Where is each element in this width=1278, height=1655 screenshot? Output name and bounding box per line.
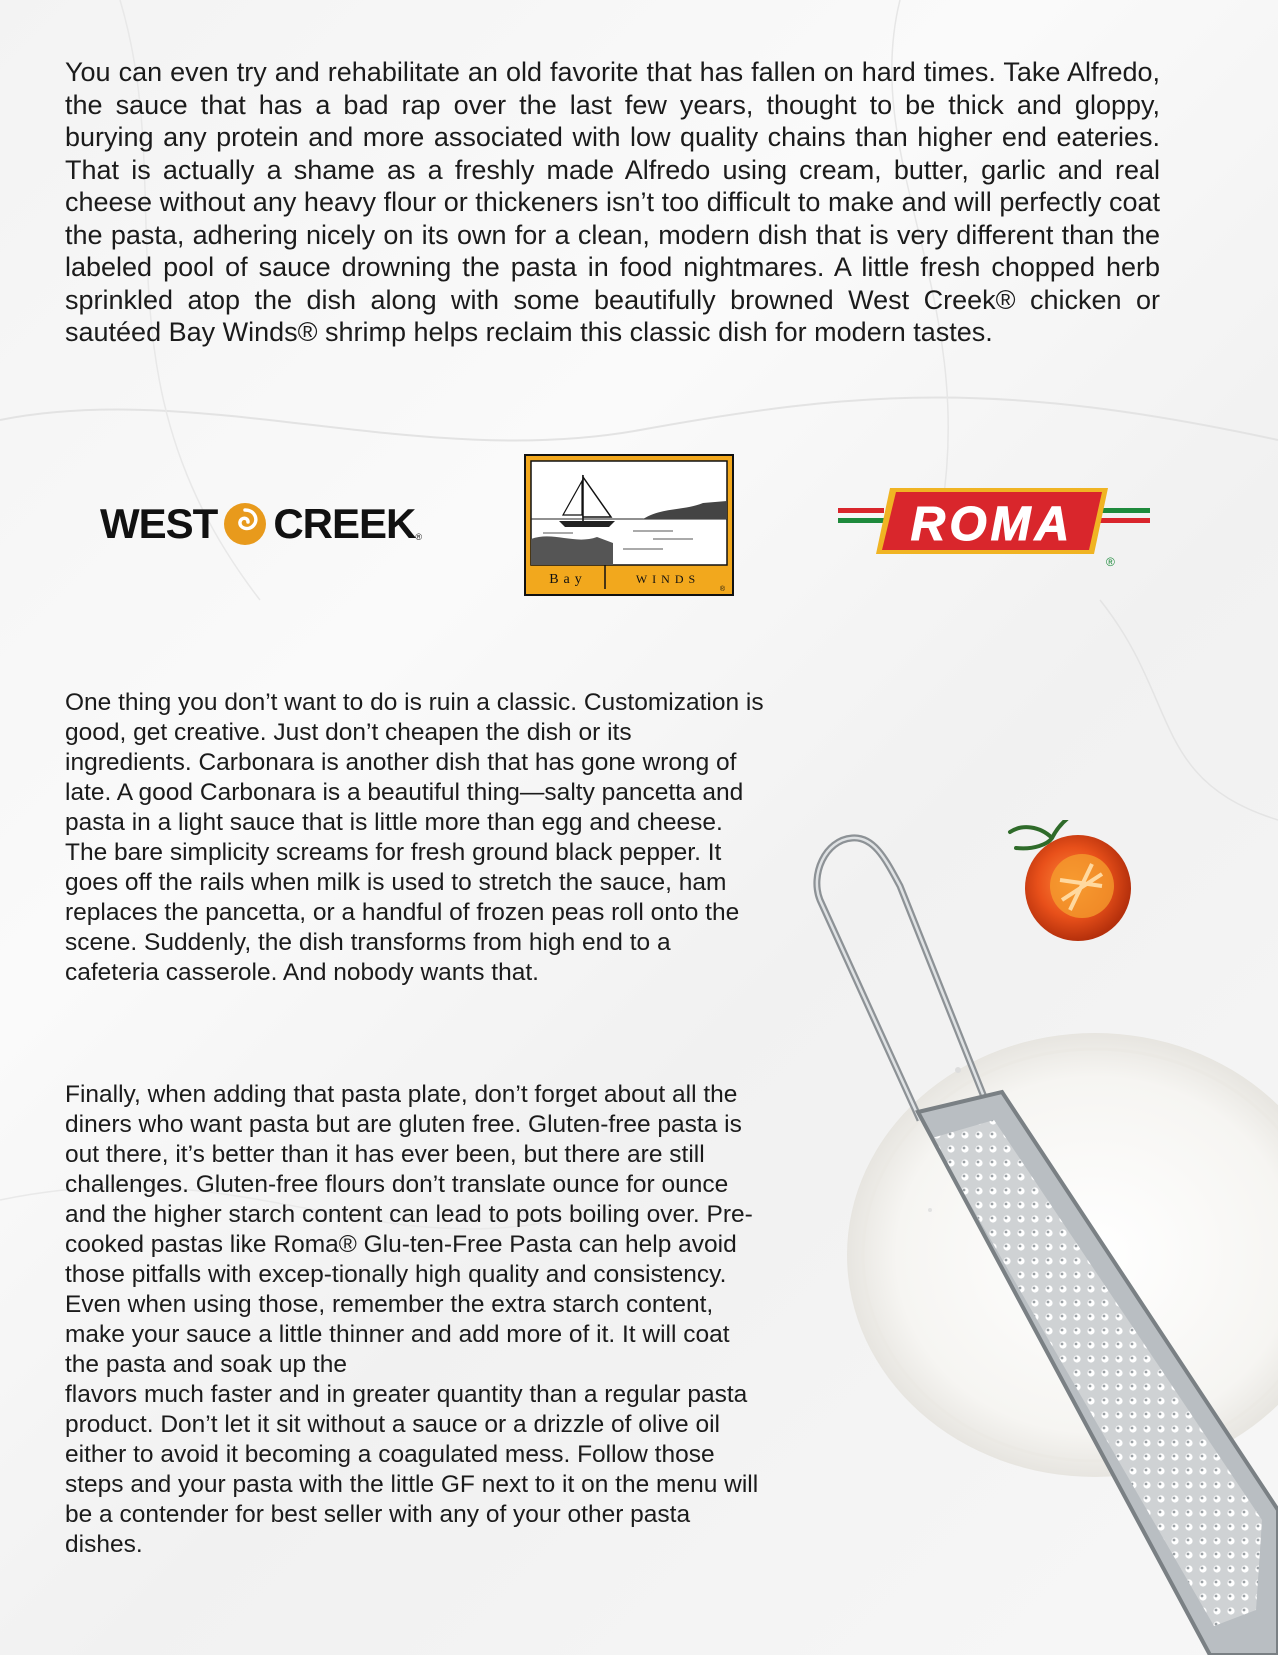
roma-registered-mark: ®: [1106, 555, 1115, 568]
roma-logo: [838, 486, 1150, 568]
bay-winds-registered-mark: ®: [719, 586, 725, 593]
west-creek-word-left: WEST: [100, 500, 218, 547]
article-paragraph-1: You can even try and rehabilitate an old favorite that has fallen on hard times. Take Alfredo, the sauce that has a bad rap over the last few years, thought to be thick and gloppy, burying any protein and more associated with low quality chains than higher end eateries. That is actually a shame as a freshly made Alfredo using cream, butter, garlic and real cheese without any heavy flour or thickeners isn’t too difficult to make and will perfectly coat the pasta, adhering nicely on its own for a clean, modern dish that is very different than the labeled pool of sauce drowning the pasta in food nightmares. A little fresh chopped herb sprinkled atop the dish along with some beautifully browned West Creek® chicken or sautéed Bay Winds® shrimp helps reclaim this classic dish for modern tastes.: [65, 57, 1160, 347]
west-creek-word-right: CREEK: [273, 500, 416, 547]
bay-winds-word-left: Bay: [549, 572, 587, 587]
tomato-icon: [1010, 820, 1131, 941]
article-paragraph-3: [65, 1080, 765, 1560]
article-paragraph-3-part-1: Finally, when adding that pasta plate, don’t forget about all the diners who want pasta but are gluten free. Gluten-free pasta is out there, it’s better than it has ever been, but there are still challenges. Gluten-free flours don’t translate ounce for ounce and the higher starch content can lead to pots boiling over. Pre-cooked pastas like Roma® Glu-ten-Free Pasta can help avoid those pitfalls with excep-tionally high quality and consistency. Even when using those, remember the extra starch content, make your sauce a little thinner and add more of it. It will coat the pasta and soak up the: [65, 1081, 753, 1378]
brand-logos-row: [0, 450, 1278, 600]
west-creek-logo: [100, 500, 422, 548]
article-paragraph-3-part-2: flavors much faster and in greater quantity than a regular pasta product. Don’t let it sit without a sauce or a drizzle of olive oil either to avoid it becoming a coagulated mess. Follow those steps and your pasta with the little GF next to it on the menu will be a contender for best seller with any of your other pasta dishes.: [65, 1381, 759, 1558]
west-creek-registered-mark: ®: [415, 532, 422, 542]
bay-winds-logo: [523, 453, 735, 597]
swirl-icon: [223, 502, 267, 546]
roma-wordmark: ROMA: [910, 498, 1074, 551]
article-paragraph-2: One thing you don’t want to do is ruin a classic. Customization is good, get creative. Just don’t cheapen the dish or its ingredients. Carbonara is another dish that has gone wrong of late. A good Carbonara is a beautiful thing—salty pancetta and pasta in a light sauce that is little more than egg and cheese. The bare simplicity screams for fresh ground black pepper. It goes off the rails when milk is used to stretch the sauce, ham replaces the pancetta, or a handful of frozen peas roll onto the scene. Suddenly, the dish transforms from high end to a cafeteria casserole. And nobody wants that.: [65, 689, 764, 986]
cheese-grater-tomato-icon: [790, 820, 1278, 1655]
bay-winds-word-right: WINDS: [635, 572, 701, 586]
